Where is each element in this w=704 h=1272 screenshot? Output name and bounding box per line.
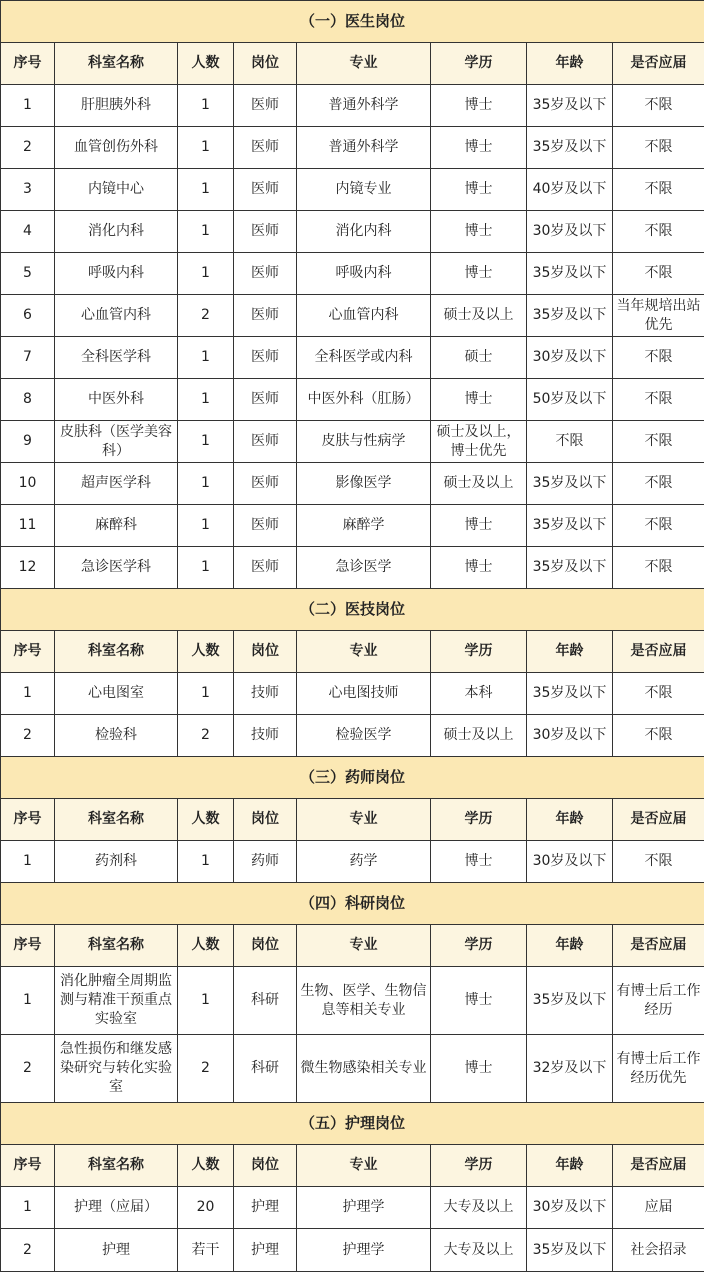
cell-major: 麻醉学 — [297, 505, 431, 547]
table-row — [1, 337, 704, 379]
cell-headcount: 1 — [178, 85, 234, 127]
section-title: （五）护理岗位 — [1, 1103, 704, 1145]
column-header-seq: 序号 — [1, 1145, 55, 1187]
table-row — [1, 673, 704, 715]
cell-headcount: 1 — [178, 673, 234, 715]
cell-department: 护理（应届） — [55, 1187, 178, 1229]
cell-education: 博士 — [431, 127, 527, 169]
column-header-major: 专业 — [297, 43, 431, 85]
section-title-row — [1, 1103, 704, 1145]
cell-post: 医师 — [234, 505, 297, 547]
cell-major: 全科医学或内科 — [297, 337, 431, 379]
cell-headcount: 2 — [178, 715, 234, 757]
cell-headcount: 20 — [178, 1187, 234, 1229]
cell-department: 皮肤科（医学美容科） — [55, 421, 178, 463]
cell-headcount: 1 — [178, 421, 234, 463]
cell-major: 急诊医学 — [297, 547, 431, 589]
column-header-headcount: 人数 — [178, 631, 234, 673]
column-header-post: 岗位 — [234, 43, 297, 85]
cell-department: 血管创伤外科 — [55, 127, 178, 169]
table-row — [1, 505, 704, 547]
table-row — [1, 85, 704, 127]
cell-major: 心血管内科 — [297, 295, 431, 337]
cell-age: 30岁及以下 — [527, 1187, 613, 1229]
cell-department: 检验科 — [55, 715, 178, 757]
cell-fresh-graduate: 不限 — [613, 85, 704, 127]
column-header-age: 年龄 — [527, 1145, 613, 1187]
cell-headcount: 1 — [178, 463, 234, 505]
header-row — [1, 631, 704, 673]
cell-age: 35岁及以下 — [527, 463, 613, 505]
column-header-fresh-graduate: 是否应届 — [613, 925, 704, 967]
column-header-fresh-graduate: 是否应届 — [613, 631, 704, 673]
cell-fresh-graduate: 不限 — [613, 841, 704, 883]
cell-headcount: 2 — [178, 295, 234, 337]
cell-fresh-graduate: 不限 — [613, 715, 704, 757]
column-header-major: 专业 — [297, 1145, 431, 1187]
cell-post: 医师 — [234, 547, 297, 589]
cell-education: 博士 — [431, 505, 527, 547]
cell-major: 影像医学 — [297, 463, 431, 505]
cell-department: 护理 — [55, 1229, 178, 1272]
cell-headcount: 1 — [178, 967, 234, 1035]
header-row — [1, 925, 704, 967]
cell-fresh-graduate: 不限 — [613, 547, 704, 589]
cell-age: 35岁及以下 — [527, 967, 613, 1035]
column-header-post: 岗位 — [234, 799, 297, 841]
table-row — [1, 169, 704, 211]
cell-age: 35岁及以下 — [527, 253, 613, 295]
section-title-row — [1, 1, 704, 43]
cell-major: 护理学 — [297, 1187, 431, 1229]
cell-seq: 1 — [1, 1187, 55, 1229]
cell-fresh-graduate: 有博士后工作经历优先 — [613, 1035, 704, 1103]
cell-age: 35岁及以下 — [527, 295, 613, 337]
cell-headcount: 1 — [178, 127, 234, 169]
cell-education: 硕士及以上 — [431, 295, 527, 337]
cell-seq: 8 — [1, 379, 55, 421]
cell-age: 35岁及以下 — [527, 673, 613, 715]
cell-department: 中医外科 — [55, 379, 178, 421]
column-header-seq: 序号 — [1, 43, 55, 85]
cell-department: 消化内科 — [55, 211, 178, 253]
table-row — [1, 1187, 704, 1229]
cell-headcount: 1 — [178, 211, 234, 253]
cell-age: 35岁及以下 — [527, 547, 613, 589]
column-header-education: 学历 — [431, 925, 527, 967]
cell-major: 皮肤与性病学 — [297, 421, 431, 463]
column-header-fresh-graduate: 是否应届 — [613, 799, 704, 841]
cell-department: 全科医学科 — [55, 337, 178, 379]
cell-department: 内镜中心 — [55, 169, 178, 211]
cell-seq: 9 — [1, 421, 55, 463]
table-row — [1, 715, 704, 757]
section-title: （三）药师岗位 — [1, 757, 704, 799]
section-title: （一）医生岗位 — [1, 1, 704, 43]
cell-fresh-graduate: 不限 — [613, 673, 704, 715]
cell-seq: 1 — [1, 841, 55, 883]
header-row — [1, 799, 704, 841]
cell-major: 呼吸内科 — [297, 253, 431, 295]
cell-seq: 5 — [1, 253, 55, 295]
table-row — [1, 253, 704, 295]
cell-post: 科研 — [234, 1035, 297, 1103]
cell-age: 35岁及以下 — [527, 1229, 613, 1272]
cell-post: 医师 — [234, 127, 297, 169]
cell-education: 博士 — [431, 211, 527, 253]
cell-fresh-graduate: 不限 — [613, 463, 704, 505]
cell-education: 博士 — [431, 547, 527, 589]
table-row — [1, 421, 704, 463]
cell-seq: 2 — [1, 715, 55, 757]
column-header-headcount: 人数 — [178, 799, 234, 841]
cell-major: 心电图技师 — [297, 673, 431, 715]
cell-education: 博士 — [431, 379, 527, 421]
cell-post: 护理 — [234, 1229, 297, 1272]
cell-headcount: 1 — [178, 379, 234, 421]
cell-department: 药剂科 — [55, 841, 178, 883]
cell-age: 40岁及以下 — [527, 169, 613, 211]
cell-age: 不限 — [527, 421, 613, 463]
cell-fresh-graduate: 不限 — [613, 253, 704, 295]
cell-fresh-graduate: 不限 — [613, 421, 704, 463]
column-header-post: 岗位 — [234, 1145, 297, 1187]
cell-major: 检验医学 — [297, 715, 431, 757]
cell-post: 护理 — [234, 1187, 297, 1229]
column-header-headcount: 人数 — [178, 1145, 234, 1187]
cell-age: 50岁及以下 — [527, 379, 613, 421]
cell-major: 内镜专业 — [297, 169, 431, 211]
cell-fresh-graduate: 不限 — [613, 505, 704, 547]
cell-headcount: 1 — [178, 547, 234, 589]
column-header-post: 岗位 — [234, 631, 297, 673]
cell-fresh-graduate: 当年规培出站优先 — [613, 295, 704, 337]
cell-major: 微生物感染相关专业 — [297, 1035, 431, 1103]
section-title-row — [1, 883, 704, 925]
column-header-department: 科室名称 — [55, 43, 178, 85]
cell-age: 30岁及以下 — [527, 841, 613, 883]
section-title: （四）科研岗位 — [1, 883, 704, 925]
cell-major: 生物、医学、生物信息等相关专业 — [297, 967, 431, 1035]
column-header-department: 科室名称 — [55, 631, 178, 673]
cell-age: 35岁及以下 — [527, 505, 613, 547]
table-row — [1, 841, 704, 883]
cell-education: 大专及以上 — [431, 1187, 527, 1229]
cell-department: 消化肿瘤全周期监测与精准干预重点实验室 — [55, 967, 178, 1035]
section-title: （二）医技岗位 — [1, 589, 704, 631]
cell-education: 大专及以上 — [431, 1229, 527, 1272]
cell-department: 肝胆胰外科 — [55, 85, 178, 127]
cell-post: 科研 — [234, 967, 297, 1035]
cell-education: 硕士 — [431, 337, 527, 379]
cell-department: 心电图室 — [55, 673, 178, 715]
column-header-age: 年龄 — [527, 43, 613, 85]
cell-department: 急诊医学科 — [55, 547, 178, 589]
table-row — [1, 295, 704, 337]
cell-department: 麻醉科 — [55, 505, 178, 547]
cell-fresh-graduate: 不限 — [613, 211, 704, 253]
cell-seq: 2 — [1, 127, 55, 169]
cell-major: 护理学 — [297, 1229, 431, 1272]
cell-post: 医师 — [234, 85, 297, 127]
cell-age: 35岁及以下 — [527, 85, 613, 127]
cell-age: 32岁及以下 — [527, 1035, 613, 1103]
cell-fresh-graduate: 社会招录 — [613, 1229, 704, 1272]
cell-department: 心血管内科 — [55, 295, 178, 337]
column-header-fresh-graduate: 是否应届 — [613, 1145, 704, 1187]
cell-post: 医师 — [234, 337, 297, 379]
column-header-headcount: 人数 — [178, 43, 234, 85]
cell-fresh-graduate: 应届 — [613, 1187, 704, 1229]
cell-seq: 1 — [1, 673, 55, 715]
table-row — [1, 547, 704, 589]
cell-headcount: 1 — [178, 169, 234, 211]
cell-post: 医师 — [234, 421, 297, 463]
cell-age: 30岁及以下 — [527, 211, 613, 253]
column-header-age: 年龄 — [527, 799, 613, 841]
column-header-headcount: 人数 — [178, 925, 234, 967]
cell-major: 中医外科（肛肠） — [297, 379, 431, 421]
header-row — [1, 1145, 704, 1187]
cell-post: 技师 — [234, 673, 297, 715]
section-title-row — [1, 589, 704, 631]
column-header-education: 学历 — [431, 43, 527, 85]
table-row — [1, 211, 704, 253]
cell-headcount: 若干 — [178, 1229, 234, 1272]
cell-education: 本科 — [431, 673, 527, 715]
cell-major: 普通外科学 — [297, 127, 431, 169]
cell-post: 医师 — [234, 211, 297, 253]
column-header-major: 专业 — [297, 631, 431, 673]
cell-seq: 3 — [1, 169, 55, 211]
table-row — [1, 127, 704, 169]
cell-post: 医师 — [234, 463, 297, 505]
table-row — [1, 967, 704, 1035]
cell-seq: 6 — [1, 295, 55, 337]
cell-education: 博士 — [431, 1035, 527, 1103]
cell-post: 医师 — [234, 253, 297, 295]
table-row — [1, 463, 704, 505]
cell-education: 博士 — [431, 85, 527, 127]
cell-seq: 2 — [1, 1035, 55, 1103]
cell-post: 医师 — [234, 295, 297, 337]
cell-major: 药学 — [297, 841, 431, 883]
cell-post: 医师 — [234, 169, 297, 211]
column-header-seq: 序号 — [1, 925, 55, 967]
column-header-age: 年龄 — [527, 631, 613, 673]
cell-post: 医师 — [234, 379, 297, 421]
column-header-seq: 序号 — [1, 631, 55, 673]
column-header-major: 专业 — [297, 799, 431, 841]
cell-education: 硕士及以上 — [431, 463, 527, 505]
cell-age: 30岁及以下 — [527, 715, 613, 757]
cell-age: 35岁及以下 — [527, 127, 613, 169]
cell-major: 普通外科学 — [297, 85, 431, 127]
cell-headcount: 1 — [178, 253, 234, 295]
table-row — [1, 1035, 704, 1103]
column-header-department: 科室名称 — [55, 925, 178, 967]
header-row — [1, 43, 704, 85]
cell-seq: 7 — [1, 337, 55, 379]
column-header-seq: 序号 — [1, 799, 55, 841]
cell-headcount: 1 — [178, 841, 234, 883]
column-header-department: 科室名称 — [55, 799, 178, 841]
cell-fresh-graduate: 不限 — [613, 337, 704, 379]
cell-fresh-graduate: 有博士后工作经历 — [613, 967, 704, 1035]
cell-department: 超声医学科 — [55, 463, 178, 505]
cell-department: 急性损伤和继发感染研究与转化实验室 — [55, 1035, 178, 1103]
cell-post: 药师 — [234, 841, 297, 883]
cell-post: 技师 — [234, 715, 297, 757]
table-row — [1, 379, 704, 421]
cell-major: 消化内科 — [297, 211, 431, 253]
cell-seq: 10 — [1, 463, 55, 505]
cell-seq: 1 — [1, 967, 55, 1035]
cell-fresh-graduate: 不限 — [613, 379, 704, 421]
column-header-post: 岗位 — [234, 925, 297, 967]
cell-headcount: 1 — [178, 505, 234, 547]
cell-headcount: 2 — [178, 1035, 234, 1103]
table-row — [1, 1229, 704, 1272]
section-title-row — [1, 757, 704, 799]
column-header-fresh-graduate: 是否应届 — [613, 43, 704, 85]
column-header-education: 学历 — [431, 1145, 527, 1187]
cell-department: 呼吸内科 — [55, 253, 178, 295]
column-header-major: 专业 — [297, 925, 431, 967]
cell-education: 博士 — [431, 253, 527, 295]
column-header-education: 学历 — [431, 631, 527, 673]
column-header-age: 年龄 — [527, 925, 613, 967]
column-header-education: 学历 — [431, 799, 527, 841]
column-header-department: 科室名称 — [55, 1145, 178, 1187]
cell-headcount: 1 — [178, 337, 234, 379]
cell-education: 博士 — [431, 841, 527, 883]
cell-seq: 1 — [1, 85, 55, 127]
cell-fresh-graduate: 不限 — [613, 127, 704, 169]
cell-fresh-graduate: 不限 — [613, 169, 704, 211]
cell-education: 硕士及以上，博士优先 — [431, 421, 527, 463]
cell-education: 博士 — [431, 967, 527, 1035]
cell-seq: 2 — [1, 1229, 55, 1272]
cell-age: 30岁及以下 — [527, 337, 613, 379]
cell-education: 博士 — [431, 169, 527, 211]
cell-seq: 12 — [1, 547, 55, 589]
cell-education: 硕士及以上 — [431, 715, 527, 757]
cell-seq: 11 — [1, 505, 55, 547]
cell-seq: 4 — [1, 211, 55, 253]
